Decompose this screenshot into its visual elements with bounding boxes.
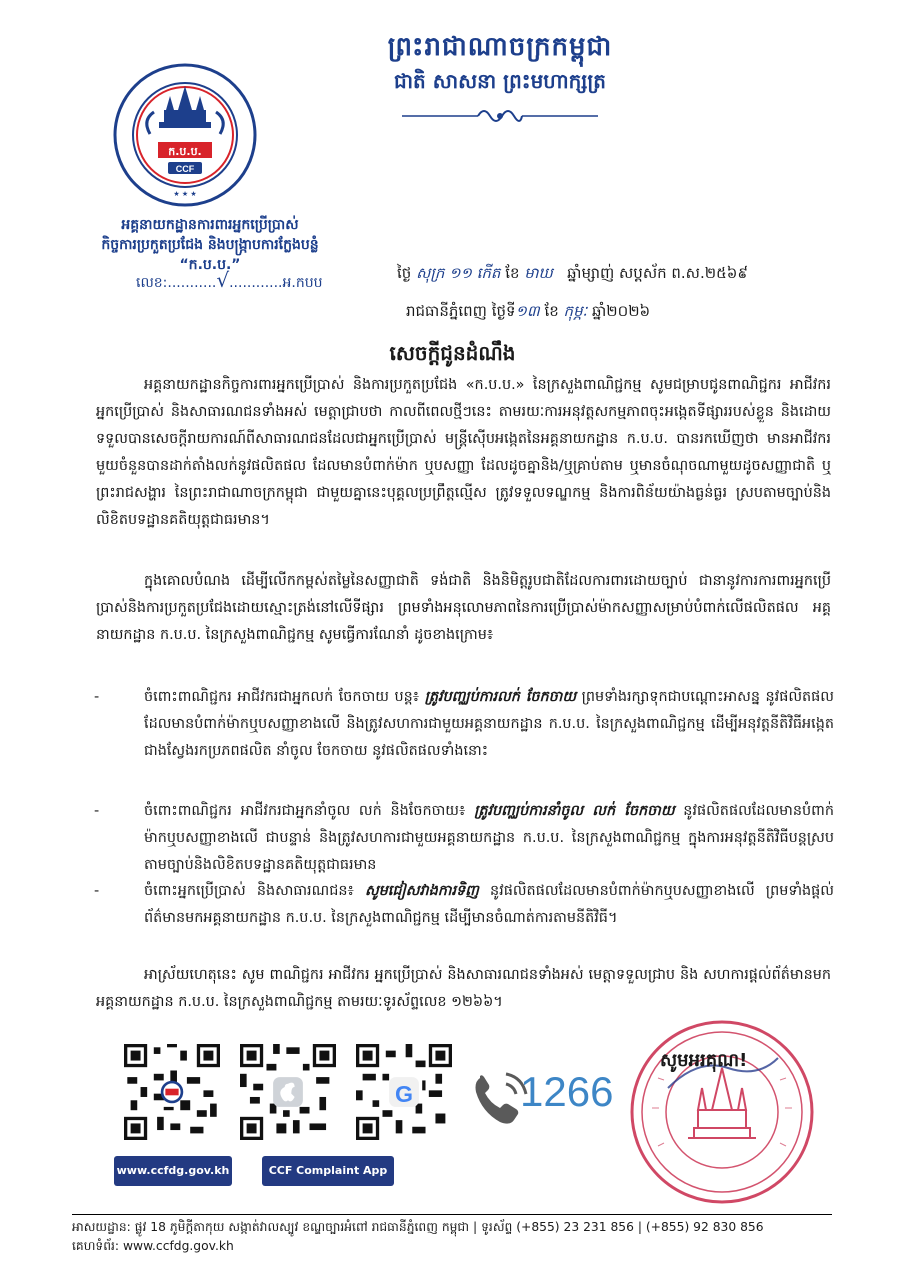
bullet-dash: - bbox=[94, 883, 100, 899]
national-motto: ជាតិ សាសនា ព្រះមហាក្សត្រ bbox=[394, 69, 606, 93]
lunar-year: ឆ្នាំម្សាញ់ សប្តស័ក ព.ស.២៥៦៩ bbox=[567, 264, 748, 282]
solar-date bbox=[406, 302, 650, 324]
lunar-date-prefix: ថ្ងៃ bbox=[397, 264, 412, 282]
solar-year: ឆ្នាំ២០២៦ bbox=[591, 302, 651, 320]
bullet-emphasis: ត្រូវបញ្ឈប់ការនាំចូល លក់ ចែកចាយ bbox=[474, 803, 675, 819]
solar-date-prefix: រាជធានីភ្នំពេញ ថ្ងៃទី bbox=[406, 302, 516, 320]
bullet-retailers bbox=[94, 684, 834, 765]
qr-googleplay-icon[interactable] bbox=[356, 1044, 452, 1140]
reference-dots: ............ bbox=[229, 275, 283, 291]
footer-address: អាសយដ្ឋាន: ផ្លូវ 18 ភូមិក្តីតាកុយ សង្កាត់វាលស្បូវ ខណ្ឌច្បារអំពៅ រាជធានីភ្នំពេញ កម្ពុជា | ទូរស័ព្ទ (+855) 23 231 856 | (+855) 92 830 856 bbox=[72, 1220, 764, 1234]
agency-name-line2: កិច្ចការប្រកួតប្រជែង និងបង្ក្រាបការក្លែងបន្លំ bbox=[101, 237, 319, 253]
bullet-importers bbox=[94, 798, 834, 879]
header-ornament-icon bbox=[398, 104, 602, 128]
official-seal-icon bbox=[628, 1018, 816, 1206]
qr-appstore-icon[interactable] bbox=[240, 1044, 336, 1140]
signature-title: សូមអរគុណ! bbox=[660, 1050, 748, 1071]
website-link-button[interactable]: www.ccfdg.gov.kh bbox=[114, 1156, 232, 1186]
bullet-rest: នូវផលិតផលដែលមានបំពាក់ម៉ាកឬបសញ្ញាខាងលើ ព្រមទាំងផ្តល់ព័ត៌មានមកអគ្គនាយកដ្ឋាន ក.ប.ប. នៃក្រសួងពាណិជ្ជកម្ម ដើម្បីមានចំណាត់ការតាមនីតិវិធី។ bbox=[144, 883, 835, 926]
paragraph-closing: អាស្រ័យហេតុនេះ សូម ពាណិជ្ជករ អាជីវករ អ្នកប្រើប្រាស់ និងសាធារណជនទាំងអស់ មេត្តាទទួលជ្រាប និង សហការផ្តល់ព័ត៌មានមកអគ្គនាយកដ្ឋាន ក.ប.ប. នៃក្រសួងពាណិជ្ជកម្ម តាមរយៈទូរស័ព្ទលេខ ១២៦៦។ bbox=[96, 967, 831, 1010]
svg-text:★ ★ ★: ★ ★ ★ bbox=[173, 190, 197, 198]
bullet-lead: ចំពោះពាណិជ្ជករ អាជីវករជាអ្នកនាំចូល លក់ និងចែកចាយ៖ bbox=[144, 803, 466, 819]
reference-label: លេខ: bbox=[136, 275, 168, 291]
qr-website-icon[interactable] bbox=[124, 1044, 220, 1140]
bullet-lead: ចំពោះពាណិជ្ជករ អាជីវករជាអ្នកលក់ ចែកចាយ បន្ត៖ bbox=[144, 689, 420, 705]
bullet-consumers bbox=[94, 878, 834, 932]
agency-name-line1: អគ្គនាយកដ្ឋានការពារអ្នកប្រើប្រាស់ bbox=[121, 217, 299, 233]
lunar-date bbox=[397, 264, 748, 286]
paragraph-intro: អគ្គនាយកដ្ឋានកិច្ចការពារអ្នកប្រើប្រាស់ និងការប្រកួតប្រជែង «ក.ប.ប.» នៃក្រសួងពាណិជ្ជកម្ម សូមជម្រាបជូនពាណិជ្ជករ អាជីវករ អ្នកប្រើប្រាស់ និងសាធារណជនទាំងអស់ មេត្តាជ្រាបថា កាលពីពេលថ្មីៗនេះ តាមរយៈការអនុវត្តសកម្មភាពចុះអង្កេតទីផ្សាររបស់ខ្លួន និងដោយទទួលបានសេចក្តីរាយការណ៍ពីសាធារណជនដែលជាអ្នកប្រើប្រាស់ មន្ត្រីស៊ើបអង្កេតនៃអគ្គនាយកដ្ឋាន ក.ប.ប. បានរកឃើញថា មានអាជីវករមួយចំនួនបានដាក់តាំងលក់នូវផលិតផល ដែលមានបំពាក់ម៉ាក ឬបសញ្ញា ដែលដូចគ្នានិង/ឬគ្រាប់តាម ឬមានចំណុចណាមួយដូចសញ្ញាជាតិ ឬព្រះរាជសង្ហារ នៃព្រះរាជាណាចក្រកម្ពុជា ជាមួយគ្នានេះបុគ្គលប្រព្រឹត្តល្មើស ត្រូវទទួលទណ្ឌកម្ម និងការពិន័យយ៉ាងធ្ងន់ធ្ងរ ស្របតាមច្បាប់និងលិខិតបទដ្ឋានគតិយុត្តជាធរមាន។ bbox=[96, 377, 831, 528]
logo-acronym: CCF bbox=[175, 164, 195, 174]
svg-text:G: G bbox=[394, 1080, 414, 1107]
bullet-rest: ព្រមទាំងរក្សាទុកជាបណ្តោះអាសន្ន នូវផលិតផលដែលមានបំពាក់ម៉ាកឬបសញ្ញាខាងលើ និងត្រូវសហការជាមួយអគ្គនាយកដ្ឋាន ក.ប.ប. នៃក្រសួងពាណិជ្ជកម្ម ដើម្បីអនុវត្តនីតិវិធីអង្កេតជាងស្វែងរកប្រភពផលិត នាំចូល ចែកចាយ នូវផលិតផលទាំងនោះ bbox=[144, 689, 835, 759]
footer-website[interactable]: គេហទំព័រ: www.ccfdg.gov.kh bbox=[72, 1239, 234, 1253]
reference-handwritten: √ bbox=[216, 268, 230, 292]
solar-month: កុម្ភៈ bbox=[563, 302, 588, 320]
bullet-dash: - bbox=[94, 689, 100, 705]
reference-dots: ........... bbox=[167, 275, 217, 291]
complaint-app-button[interactable]: CCF Complaint App bbox=[262, 1156, 394, 1186]
solar-day: ១៣ bbox=[515, 302, 540, 320]
reference-number bbox=[136, 268, 323, 294]
footer-divider bbox=[72, 1214, 832, 1215]
paragraph-purpose: ក្នុងគោលបំណង ដើម្បីលើកកម្ពស់តម្លៃនៃសញ្ញាជាតិ ទង់ជាតិ និងនិមិត្តរូបជាតិដែលការពារដោយច្បាប់ ជានានូវការការពារអ្នកប្រើប្រាស់និងការប្រកួតប្រជែងដោយស្មោះត្រង់នៅលើទីផ្សារ ព្រមទាំងអនុលោមភាពនៃការប្រើប្រាស់ម៉ាកសញ្ញាសម្រាប់បំពាក់លើផលិតផល អគ្គនាយកដ្ឋាន ក.ប.ប. នៃក្រសួងពាណិជ្ជកម្ម សូមធ្វើការណែនាំ ដូចខាងក្រោម៖ bbox=[96, 573, 831, 643]
kingdom-title: ព្រះរាជាណាចក្រកម្ពុជា bbox=[387, 32, 613, 62]
agency-abbr: “ក.ប.ប.” bbox=[179, 257, 241, 273]
hotline-number[interactable]: 1266 bbox=[520, 1068, 614, 1115]
reference-suffix: អ.កបប bbox=[282, 275, 323, 291]
bullet-dash: - bbox=[94, 803, 100, 819]
bullet-emphasis: ត្រូវបញ្ឈប់ការលក់ ចែកចាយ bbox=[424, 689, 577, 705]
lunar-month-label: ខែ bbox=[505, 264, 520, 282]
lunar-month: មាឃ bbox=[524, 264, 553, 282]
bullet-lead: ចំពោះអ្នកប្រើប្រាស់ និងសាធារណជន៖ bbox=[144, 883, 354, 899]
document-title: សេចក្តីជូនដំណឹង bbox=[389, 341, 516, 365]
ccf-logo bbox=[112, 62, 258, 208]
bullet-emphasis: សូមជៀសវាងការទិញ bbox=[364, 883, 479, 899]
lunar-date-day: សុក្រ ១១ កើត bbox=[416, 264, 501, 282]
logo-abbr: ក.ប.ប. bbox=[168, 145, 202, 158]
bullet-rest: នូវផលិតផលដែលមានបំពាក់ម៉ាកឬបសញ្ញាខាងលើ ជាបន្ទាន់ និងត្រូវសហការជាមួយអគ្គនាយកដ្ឋាន ក.ប.ប. នៃក្រសួងពាណិជ្ជកម្ម ក្នុងការអនុវត្តនីតិវិធីបន្តស្របតាមច្បាប់និងលិខិតបទដ្ឋានគតិយុត្តជាធរមាន bbox=[144, 803, 834, 873]
solar-month-label: ខែ bbox=[544, 302, 559, 320]
